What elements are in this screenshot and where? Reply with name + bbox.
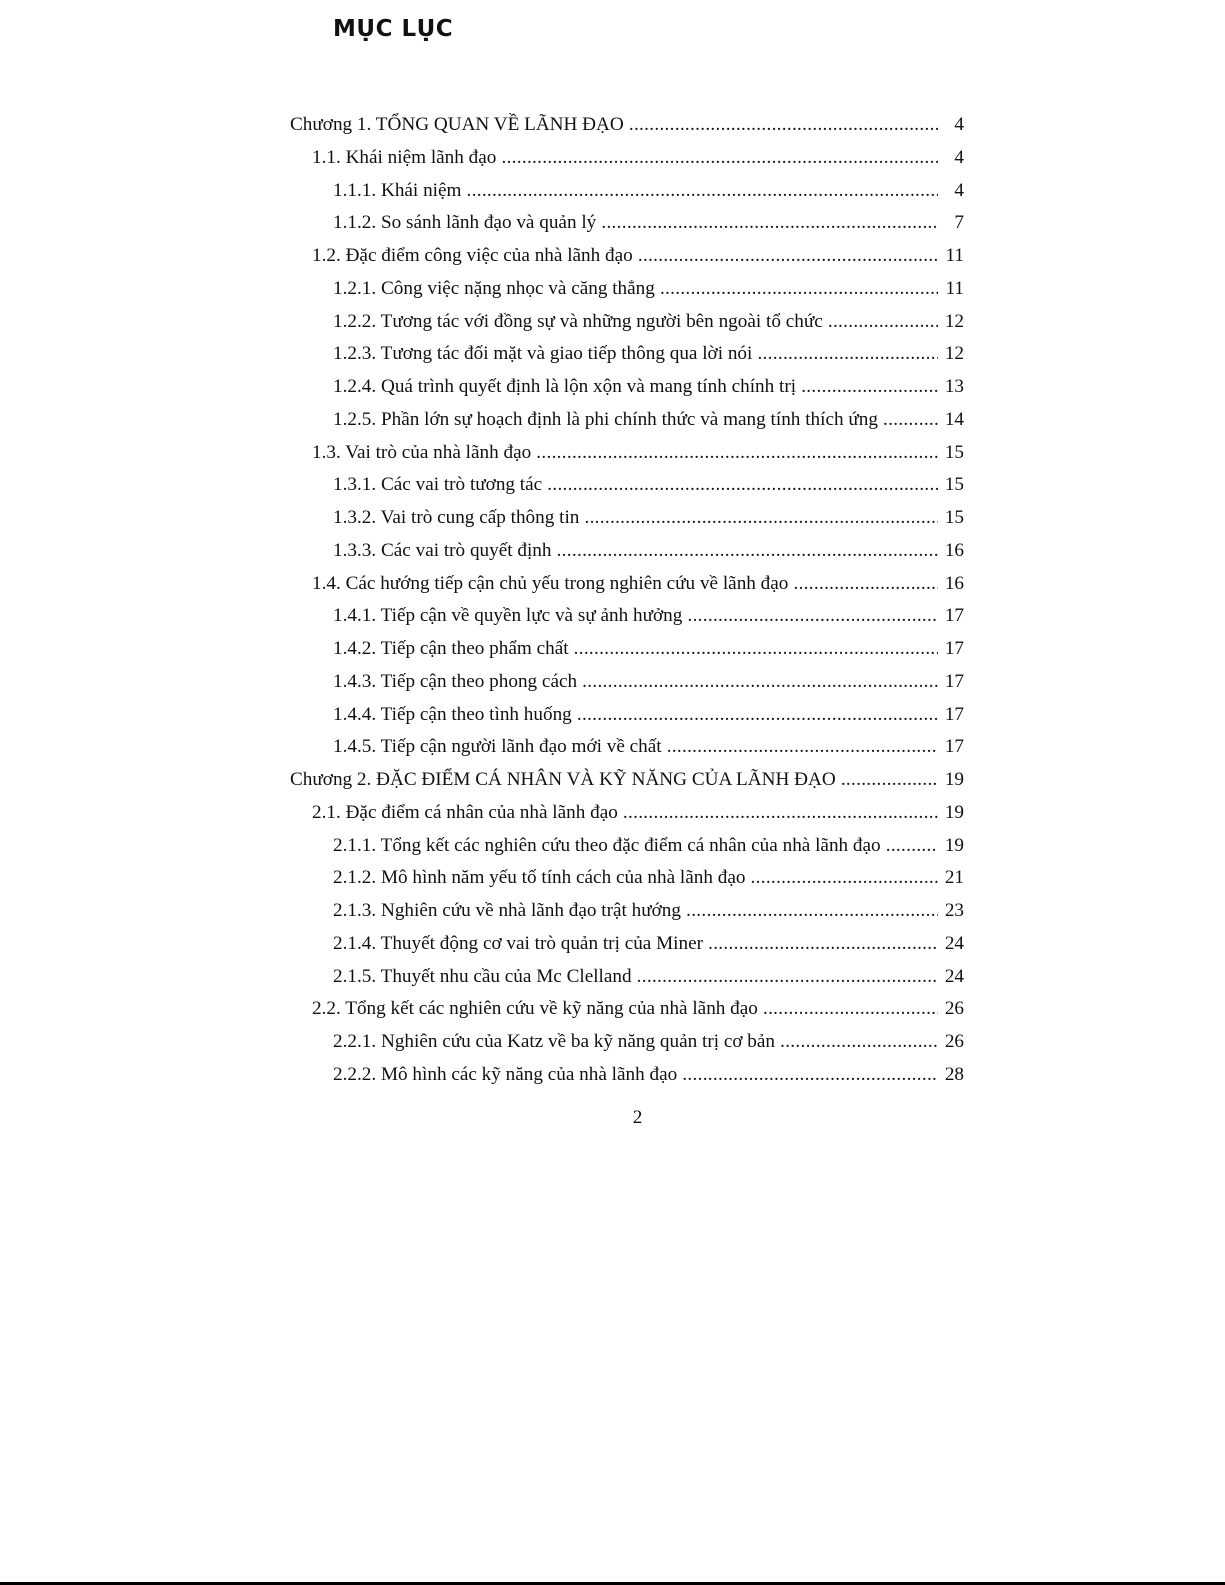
toc-entry-page: 26 (938, 992, 964, 1025)
toc-entry-page: 7 (938, 206, 964, 239)
toc-entry-title: 1.2. Đặc điểm công việc của nhà lãnh đạo ..... (312, 239, 938, 272)
toc-entry-title: 2.1.2. Mô hình năm yếu tố tính cách của nhà lãnh đạo ..... (333, 861, 938, 894)
toc-entry-title: 1.3. Vai trò của nhà lãnh đạo ..... (312, 436, 938, 469)
toc-entry-title: 1.4.1. Tiếp cận về quyền lực và sự ảnh hưởng ..... (333, 599, 938, 632)
toc-subsection-entry[interactable] (290, 730, 964, 763)
toc-entry-title: 1.1. Khái niệm lãnh đạo ..... (312, 141, 938, 174)
page-title: MỤC LỤC (333, 16, 454, 42)
toc-entry-page: 17 (938, 665, 964, 698)
toc-subsection-entry[interactable] (290, 272, 964, 305)
toc-entry-title: Chương 1. TỔNG QUAN VỀ LÃNH ĐẠO ..... (290, 108, 938, 141)
toc-subsection-entry[interactable] (290, 370, 964, 403)
toc-subsection-entry[interactable] (290, 403, 964, 436)
toc-entry-title: 1.4.4. Tiếp cận theo tình huống ..... (333, 698, 938, 731)
toc-subsection-entry[interactable] (290, 337, 964, 370)
toc-entry-title: Chương 2. ĐẶC ĐIỂM CÁ NHÂN VÀ KỸ NĂNG CỦA LÃNH ĐẠO ..... (290, 763, 938, 796)
toc-entry-title: 1.2.3. Tương tác đối mặt và giao tiếp thông qua lời nói ..... (333, 337, 938, 370)
table-of-contents (290, 108, 964, 1091)
toc-entry-page: 19 (938, 763, 964, 796)
toc-entry-title: 1.1.2. So sánh lãnh đạo và quản lý ..... (333, 206, 938, 239)
toc-entry-page: 28 (938, 1058, 964, 1091)
toc-chapter-entry[interactable] (290, 108, 964, 141)
toc-entry-page: 19 (938, 829, 964, 862)
toc-entry-page: 11 (938, 239, 964, 272)
toc-section-entry[interactable] (290, 567, 964, 600)
toc-subsection-entry[interactable] (290, 599, 964, 632)
toc-section-entry[interactable] (290, 796, 964, 829)
toc-entry-page: 4 (938, 108, 964, 141)
toc-entry-title: 1.4.2. Tiếp cận theo phẩm chất ..... (333, 632, 938, 665)
toc-entry-title: 2.1.4. Thuyết động cơ vai trò quản trị của Miner ..... (333, 927, 938, 960)
toc-entry-title: 1.4.5. Tiếp cận người lãnh đạo mới về chất ..... (333, 730, 938, 763)
toc-entry-title: 1.4.3. Tiếp cận theo phong cách ..... (333, 665, 938, 698)
toc-entry-title: 1.2.5. Phần lớn sự hoạch định là phi chính thức và mang tính thích ứng ..... (333, 403, 938, 436)
toc-subsection-entry[interactable] (290, 632, 964, 665)
toc-entry-page: 14 (938, 403, 964, 436)
toc-entry-page: 4 (938, 141, 964, 174)
toc-subsection-entry[interactable] (290, 534, 964, 567)
toc-subsection-entry[interactable] (290, 174, 964, 207)
toc-subsection-entry[interactable] (290, 1025, 964, 1058)
toc-subsection-entry[interactable] (290, 665, 964, 698)
toc-section-entry[interactable] (290, 239, 964, 272)
toc-entry-page: 17 (938, 599, 964, 632)
toc-chapter-entry[interactable] (290, 763, 964, 796)
toc-section-entry[interactable] (290, 992, 964, 1025)
toc-subsection-entry[interactable] (290, 960, 964, 993)
toc-entry-title: 2.2.1. Nghiên cứu của Katz về ba kỹ năng quản trị cơ bản ..... (333, 1025, 938, 1058)
toc-subsection-entry[interactable] (290, 1058, 964, 1091)
toc-subsection-entry[interactable] (290, 927, 964, 960)
toc-entry-page: 12 (938, 305, 964, 338)
toc-entry-page: 24 (938, 927, 964, 960)
toc-section-entry[interactable] (290, 141, 964, 174)
toc-subsection-entry[interactable] (290, 468, 964, 501)
toc-entry-page: 24 (938, 960, 964, 993)
toc-entry-title: 2.2.2. Mô hình các kỹ năng của nhà lãnh đạo ..... (333, 1058, 938, 1091)
toc-entry-page: 15 (938, 436, 964, 469)
toc-entry-page: 17 (938, 698, 964, 731)
page-number: 2 (632, 1107, 643, 1128)
toc-subsection-entry[interactable] (290, 894, 964, 927)
toc-entry-page: 17 (938, 730, 964, 763)
toc-subsection-entry[interactable] (290, 861, 964, 894)
toc-entry-title: 1.2.4. Quá trình quyết định là lộn xộn và mang tính chính trị ..... (333, 370, 938, 403)
toc-entry-page: 21 (938, 861, 964, 894)
toc-entry-title: 1.2.2. Tương tác với đồng sự và những người bên ngoài tổ chức ..... (333, 305, 938, 338)
toc-entry-title: 2.1.3. Nghiên cứu về nhà lãnh đạo trật hướng ..... (333, 894, 938, 927)
toc-entry-title: 2.2. Tổng kết các nghiên cứu về kỹ năng của nhà lãnh đạo ..... (312, 992, 938, 1025)
toc-entry-page: 16 (938, 567, 964, 600)
toc-subsection-entry[interactable] (290, 698, 964, 731)
toc-entry-title: 1.2.1. Công việc nặng nhọc và căng thẳng ..... (333, 272, 938, 305)
toc-subsection-entry[interactable] (290, 501, 964, 534)
toc-section-entry[interactable] (290, 436, 964, 469)
toc-entry-title: 1.3.1. Các vai trò tương tác ..... (333, 468, 938, 501)
toc-entry-page: 13 (938, 370, 964, 403)
toc-entry-page: 4 (938, 174, 964, 207)
toc-entry-title: 1.1.1. Khái niệm ..... (333, 174, 938, 207)
toc-entry-title: 1.3.2. Vai trò cung cấp thông tin ..... (333, 501, 938, 534)
toc-entry-page: 19 (938, 796, 964, 829)
toc-entry-title: 2.1.1. Tổng kết các nghiên cứu theo đặc điểm cá nhân của nhà lãnh đạo ..... (333, 829, 938, 862)
toc-entry-page: 17 (938, 632, 964, 665)
toc-entry-title: 1.3.3. Các vai trò quyết định ..... (333, 534, 938, 567)
toc-entry-page: 23 (938, 894, 964, 927)
toc-entry-page: 26 (938, 1025, 964, 1058)
toc-entry-page: 15 (938, 501, 964, 534)
toc-entry-page: 12 (938, 337, 964, 370)
toc-entry-title: 2.1.5. Thuyết nhu cầu của Mc Clelland ..... (333, 960, 938, 993)
toc-subsection-entry[interactable] (290, 829, 964, 862)
toc-entry-page: 15 (938, 468, 964, 501)
toc-entry-title: 1.4. Các hướng tiếp cận chủ yếu trong nghiên cứu về lãnh đạo ..... (312, 567, 938, 600)
toc-entry-page: 11 (938, 272, 964, 305)
toc-subsection-entry[interactable] (290, 206, 964, 239)
toc-entry-title: 2.1. Đặc điểm cá nhân của nhà lãnh đạo ..... (312, 796, 938, 829)
toc-entry-page: 16 (938, 534, 964, 567)
toc-subsection-entry[interactable] (290, 305, 964, 338)
